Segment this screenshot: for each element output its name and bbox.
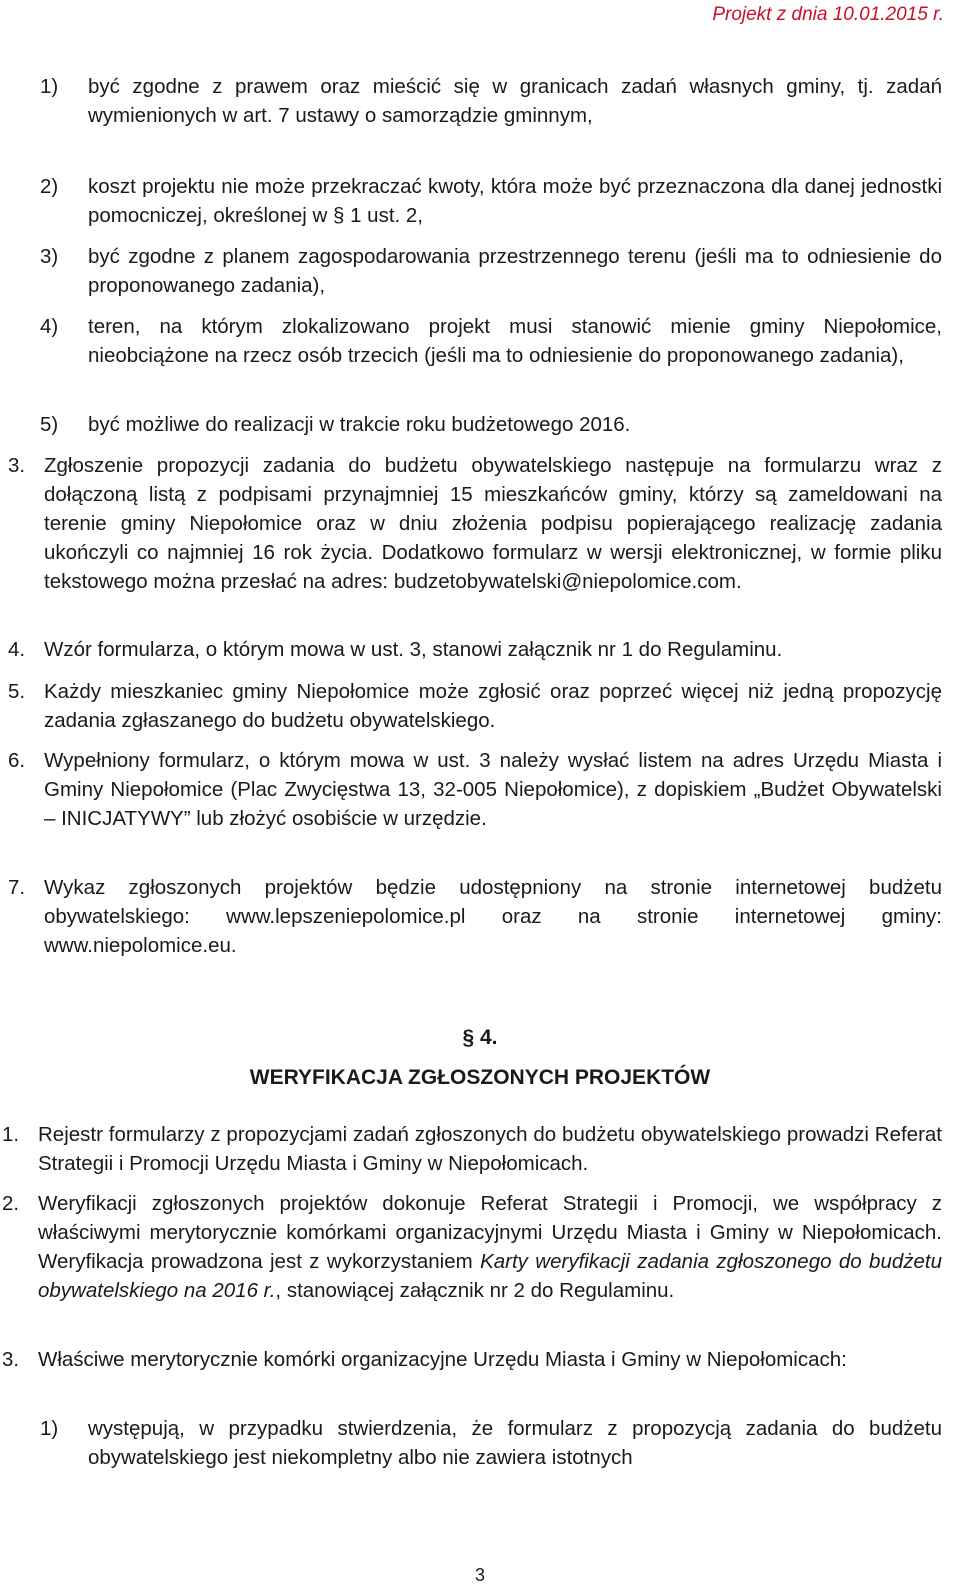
list-item [8, 451, 942, 596]
item-number: 4) [40, 315, 59, 338]
section-title: WERYFIKACJA ZGŁOSZONYCH PROJEKTÓW [249, 1066, 711, 1089]
item-number: 3. [2, 1348, 20, 1371]
item-text: być zgodne z prawem oraz mieścić się w granicach zadań własnych gminy, tj. zadań wymienionych w art. 7 ustawy o samorządzie gminnym, [88, 75, 942, 127]
item-number: 3) [40, 245, 59, 268]
item-text-italic: Karty weryfikacji zadania zgłoszonego do budżetu obywatelskiego na 2016 r. [38, 1250, 942, 1302]
item-number: 4. [8, 638, 26, 661]
item-text: być możliwe do realizacji w trakcie roku budżetowego 2016. [88, 413, 631, 436]
list-item [40, 410, 942, 439]
list-item [8, 873, 942, 960]
item-number: 3. [8, 454, 26, 477]
list-item [40, 242, 942, 300]
item-text: Wypełniony formularz, o którym mowa w ust. 3 należy wysłać listem na adres Urzędu Miasta i Gminy Niepołomice (Plac Zwycięstwa 13, 32-005 Niepołomice), z dopiskiem „Budżet Obywatelski – INICJATYWY” lub złożyć osobiście w urzędzie. [44, 749, 942, 830]
list-item [8, 635, 942, 664]
document-date-stamp: Projekt z dnia 10.01.2015 r. [712, 4, 944, 25]
list-item [2, 1345, 942, 1374]
list-item [2, 1120, 942, 1178]
item-text: być zgodne z planem zagospodarowania przestrzennego terenu (jeśli ma to odniesienie do proponowanego zadania), [88, 245, 942, 297]
item-text-part: Weryfikacji zgłoszonych projektów dokonuje Referat Strategii i Promocji, we współpracy z właściwymi merytorycznie komórkami organizacyjnymi Urzędu Miasta i Gminy w Niepołomicach. Weryfikacja prowadzona jest z wykorzystaniem [38, 1192, 942, 1273]
list-item [8, 746, 942, 833]
list-item [40, 1414, 942, 1472]
item-text: koszt projektu nie może przekraczać kwoty, która może być przeznaczona dla danej jednostki pomocniczej, określonej w § 1 ust. 2, [88, 175, 942, 227]
item-text: Wykaz zgłoszonych projektów będzie udostępniony na stronie internetowej budżetu obywatelskiego: www.lepszeniepolomice.pl oraz na stronie internetowej gminy: www.niepolomice.eu. [44, 876, 942, 957]
item-text: występują, w przypadku stwierdzenia, że formularz z propozycją zadania do budżetu obywatelskiego jest niekompletny albo nie zawiera istotnych [88, 1417, 942, 1469]
item-number: 5) [40, 413, 59, 436]
item-number: 7. [8, 876, 26, 899]
section-number: § 4. [462, 1026, 498, 1049]
item-number: 2) [40, 175, 59, 198]
page-number: 3 [474, 1565, 485, 1585]
list-item [40, 312, 942, 370]
item-number: 5. [8, 680, 26, 703]
list-item [40, 172, 942, 230]
item-number: 2. [2, 1192, 20, 1215]
list-item [40, 72, 942, 130]
list-item [8, 677, 942, 735]
item-number: 1. [2, 1123, 20, 1146]
item-number: 1) [40, 75, 59, 98]
item-text: Rejestr formularzy z propozycjami zadań zgłoszonych do budżetu obywatelskiego prowadzi Referat Strategii i Promocji Urzędu Miasta i Gminy w Niepołomicach. [38, 1123, 942, 1175]
list-item [2, 1189, 942, 1305]
item-number: 1) [40, 1417, 59, 1440]
item-text: Wzór formularza, o którym mowa w ust. 3, stanowi załącznik nr 1 do Regulaminu. [44, 638, 783, 661]
item-text: Każdy mieszkaniec gminy Niepołomice może zgłosić oraz poprzeć więcej niż jedną propozycję zadania zgłaszanego do budżetu obywatelskiego. [44, 680, 942, 732]
item-text-part: , stanowiącej załącznik nr 2 do Regulaminu. [275, 1279, 675, 1302]
item-text: teren, na którym zlokalizowano projekt musi stanowić mienie gminy Niepołomice, nieobciążone na rzecz osób trzecich (jeśli ma to odniesienie do proponowanego zadania), [88, 315, 942, 367]
item-text [2, 1189, 942, 1305]
item-number: 6. [8, 749, 26, 772]
item-text: Zgłoszenie propozycji zadania do budżetu obywatelskiego następuje na formularzu wraz z dołączoną listą z podpisami przynajmniej 15 mieszkańców gminy, którzy są zameldowani na terenie gminy Niepołomice oraz w dniu złożenia podpisu popierającego realizację zadania ukończyli co najmniej 16 rok życia. Dodatkowo formularz w wersji elektronicznej, w formie pliku tekstowego można przesłać na adres: budzetobywatelski@niepolomice.com. [44, 454, 942, 593]
item-text: Właściwe merytorycznie komórki organizacyjne Urzędu Miasta i Gminy w Niepołomicach: [38, 1348, 847, 1371]
